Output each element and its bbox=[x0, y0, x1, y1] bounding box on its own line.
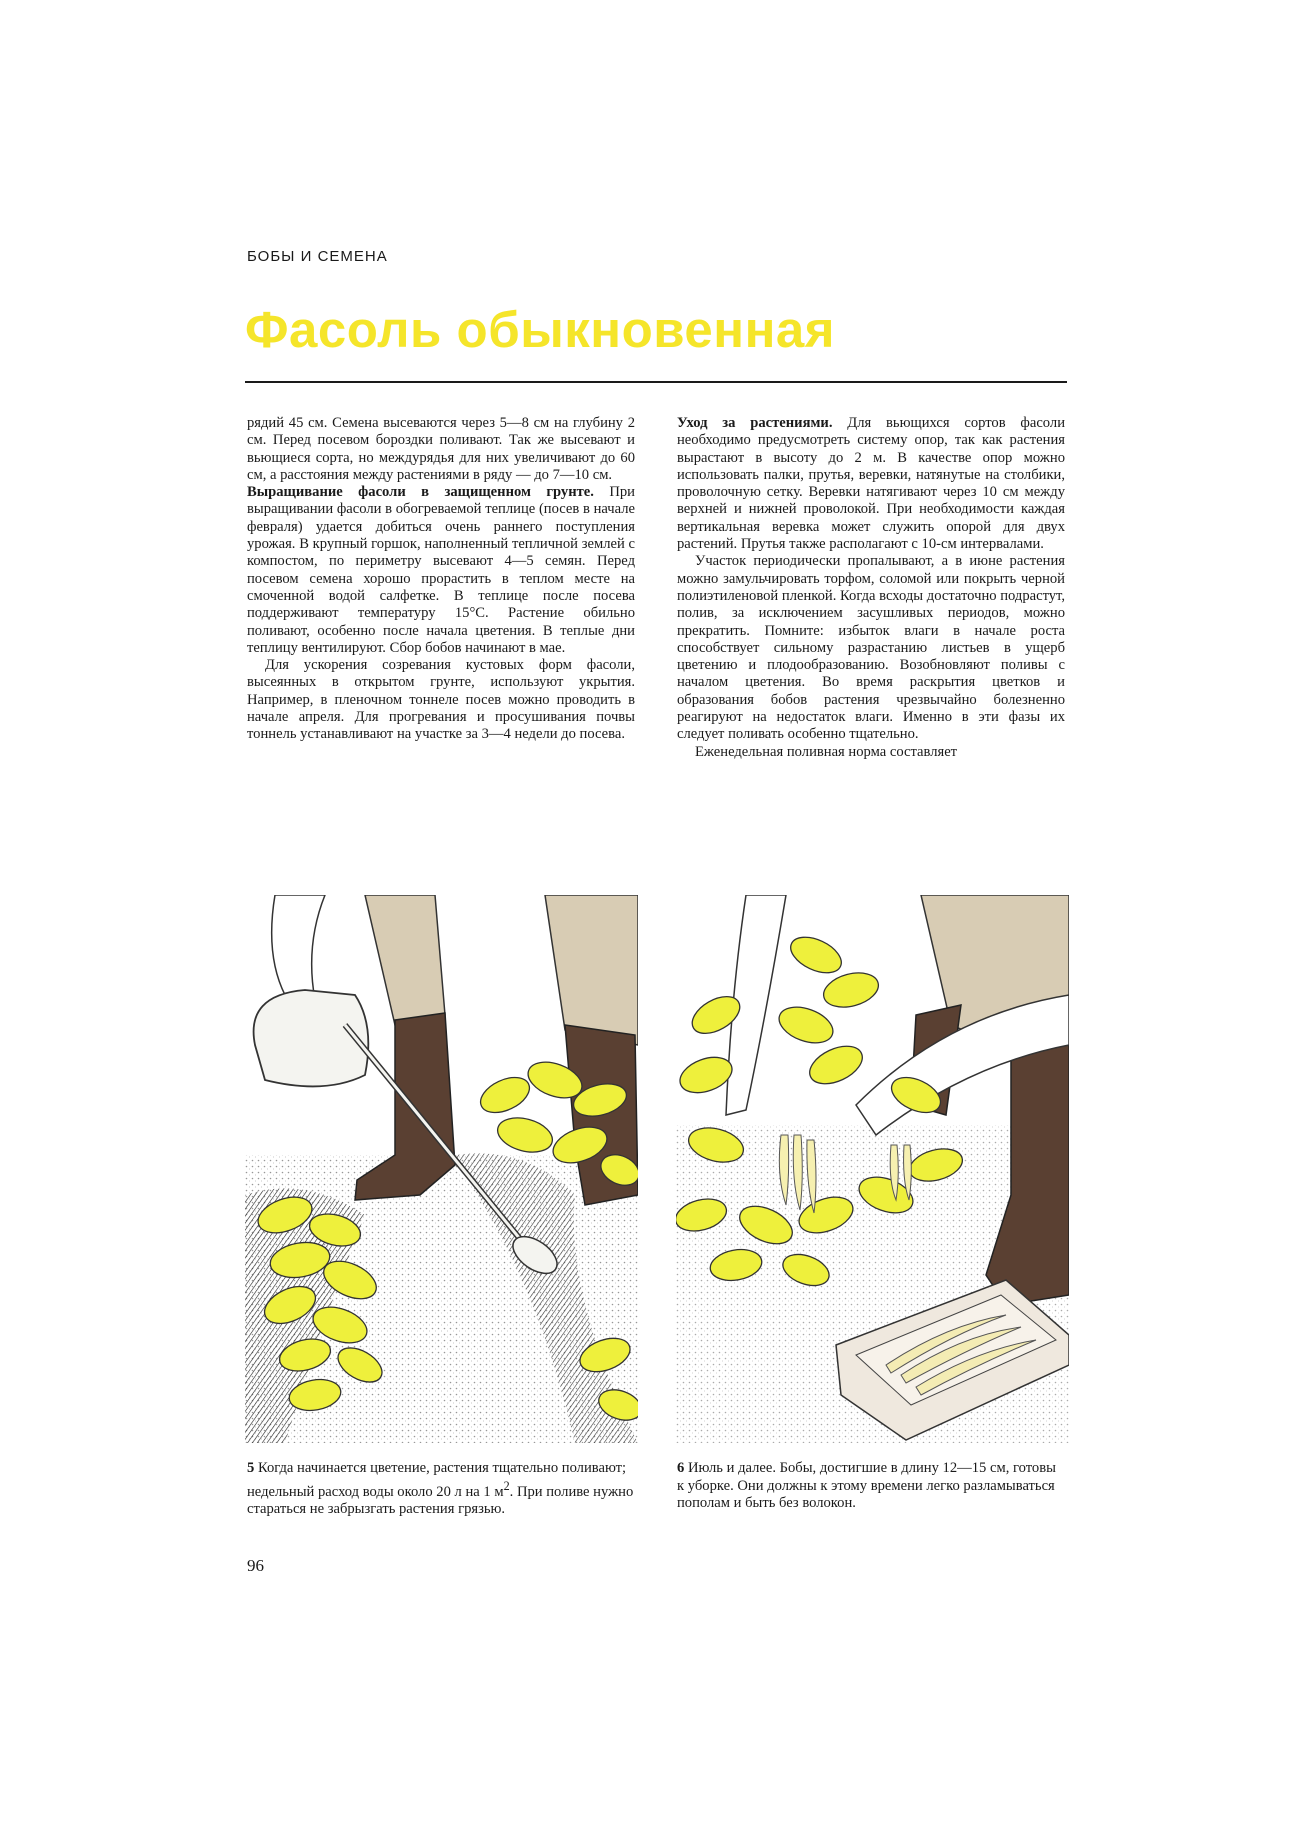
left-text-column bbox=[247, 415, 635, 744]
caption-text: . При поливе нужно стараться не забрызгать растения грязью. bbox=[247, 1483, 634, 1517]
caption-superscript: 2 bbox=[503, 1478, 510, 1493]
paragraph bbox=[247, 484, 635, 657]
page-number: 96 bbox=[247, 1556, 264, 1575]
run-in-heading: Выращивание фасоли в защищенном грунте. bbox=[247, 484, 594, 501]
paragraph bbox=[677, 415, 1065, 553]
section-label: БОБЫ И СЕМЕНА bbox=[247, 248, 388, 265]
harvesting-beans-illustration bbox=[676, 895, 1069, 1443]
figure-caption-5 bbox=[247, 1460, 635, 1518]
paragraph: рядий 45 см. Семена высеваются через 5—8 см на глубину 2 см. Перед посевом бороздки поливают. Так же высевают и вьющиеся сорта, но междурядья для них увеличивают до 60 см, а расстояния между растениями в ряду — до 7—10 см. bbox=[247, 415, 635, 483]
paragraph-text: Для вьющихся сортов фасоли необходимо предусмотреть систему опор, так как растения вырастают в высоту до 2 м. В качестве опор можно использовать палки, прутья, веревки, натянутые на столбики, проволочную сетку. Веревки натягивают через 10 см между верхней и нижней проволокой. При необходимости каждая вертикальная веревка может служить опорой для двух растений. Прутья также располагают с 10-см интервалами. bbox=[677, 415, 1066, 553]
caption-text: Когда начинается цветение, растения тщательно поливают; недельный расход воды около 20 л на 1 м bbox=[247, 1460, 627, 1500]
paragraph: Еженедельная поливная норма составляет bbox=[695, 743, 958, 760]
run-in-heading: Уход за растениями. bbox=[677, 415, 833, 431]
caption-text: Июль и далее. Бобы, достигшие в длину 12—15 см, готовы к уборке. Они должны к этому времени легко разламываться пополам и быть без волокон. bbox=[677, 1460, 1056, 1511]
paragraph-text: При выращивании фасоли в обогреваемой теплице (посев в начале февраля) удается добиться очень раннего поступления урожая. В крупный горшок, наполненный тепличной землей с компостом, по периметру высевают 4—5 семян. Перед посевом семена хорошо прорастить в теплом месте на смоченной водой салфетке. В теплице после посева поддерживают температуру 15°С. Растение обильно поливают, особенно после начала цветения. В теплые дни теплицу вентилируют. Сбор бобов начинают в мае. bbox=[247, 484, 635, 656]
figure-caption-6 bbox=[677, 1460, 1065, 1513]
paragraph: Для ускорения созревания кустовых форм фасоли, высеянных в открытом грунте, используют укрытия. Например, в пленочном тоннеле посев можно проводить в начале апреля. Для прогревания и просушивания почвы тоннель устанавливают на участке за 3—4 недели до посева. bbox=[247, 657, 635, 743]
right-text-column bbox=[677, 415, 1065, 761]
page-title: Фасоль обыкновенная bbox=[245, 301, 836, 358]
watering-can-illustration bbox=[245, 895, 638, 1443]
caption-number: 5 bbox=[247, 1460, 255, 1476]
paragraph: Участок периодически пропалывают, а в июне растения можно замульчировать торфом, соломой или покрыть черной полиэтиленовой пленкой. Когда всходы достаточно подрастут, полив, за исключением засушливых периодов, можно прекратить. Помните: избыток влаги в начале роста способствует сильному разрастанию листьев в ущерб цветению и плодообразованию. Возобновляют поливы с началом цветения. Во время раскрытия цветков и образования бобов растения чрезвычайно болезненно реагируют на недостаток влаги. Именно в эти фазы их следует поливать особенно тщательно. bbox=[677, 553, 1065, 743]
caption-number: 6 bbox=[677, 1460, 685, 1476]
title-rule bbox=[245, 381, 1067, 383]
